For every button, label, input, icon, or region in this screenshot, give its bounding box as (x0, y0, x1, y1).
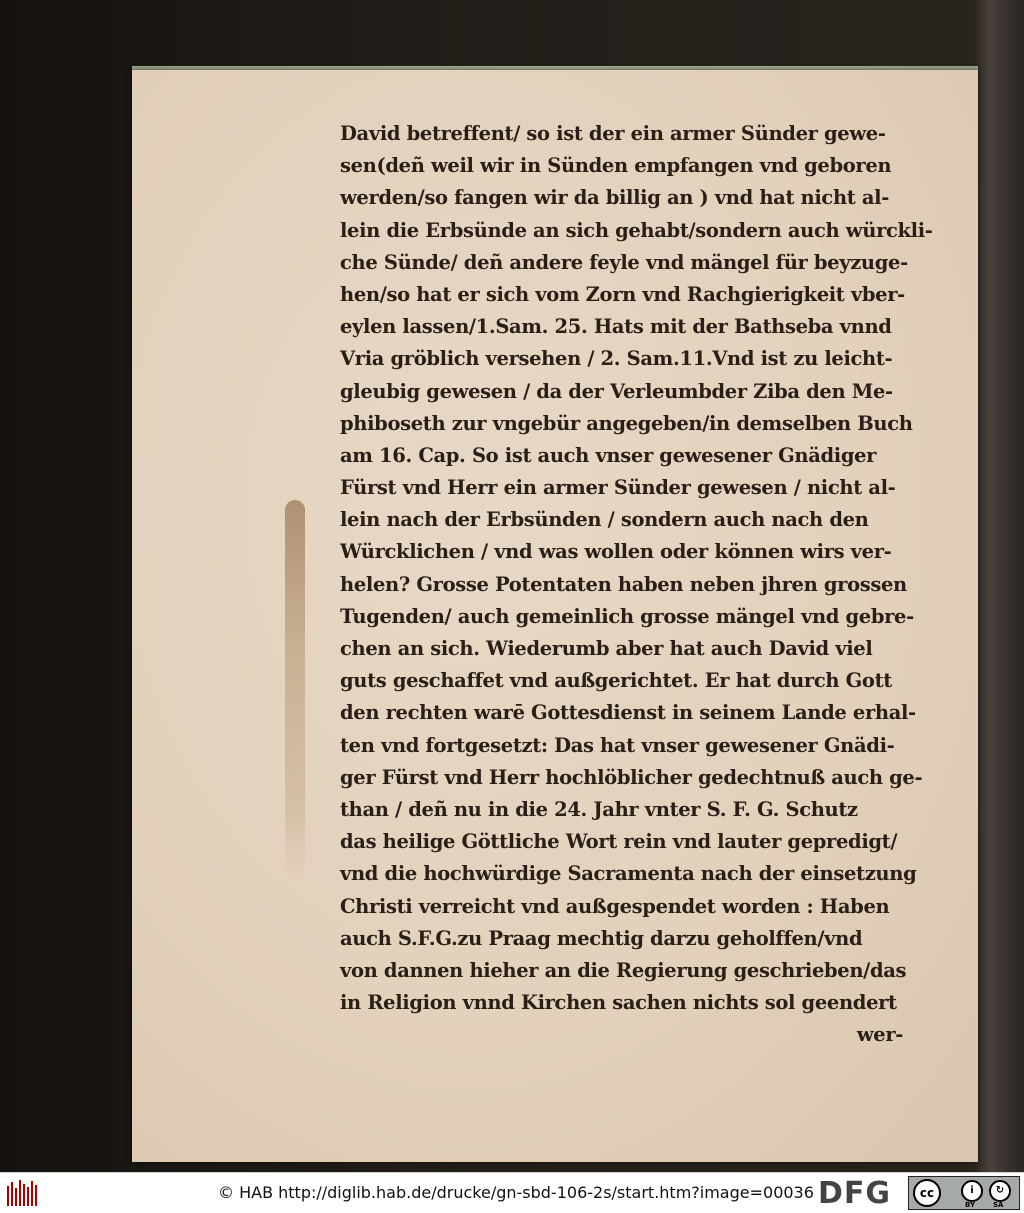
text-line: than / deñ nu in die 24. Jahr vnter S. F. G. Schutz (340, 797, 858, 821)
text-line: David betreffent/ so ist der ein armer Sünder gewe- (340, 122, 886, 145)
text-line: ten vnd fortgesetzt: Das hat vnser gewesener Gnädi- (340, 733, 895, 757)
attribution-link[interactable]: © HAB http://diglib.hab.de/drucke/gn-sbd-106-2s/start.htm?image=00036 (218, 1183, 814, 1202)
text-line: Vria gröblich versehen / 2. Sam.11.Vnd ist zu leicht- (340, 347, 893, 371)
by-label: BY (965, 1201, 976, 1209)
text-line: sen(deñ weil wir in Sünden empfangen vnd geboren (340, 154, 892, 178)
by-icon: i (961, 1180, 983, 1202)
sa-label: SA (993, 1201, 1004, 1209)
text-line: den rechten warē Gottesdienst in seinem Lande erhal- (340, 701, 916, 725)
text-line: phiboseth zur vngebür angegeben/in demselben Buch (340, 411, 913, 435)
text-line: ger Fürst vnd Herr hochlöblicher gedechtnuß auch ge- (340, 765, 923, 789)
footer-bar (0, 1172, 1024, 1213)
text-line: lein die Erbsünde an sich gehabt/sondern auch würckli- (340, 218, 933, 242)
text-line: lein nach der Erbsünden / sondern auch nach den (340, 508, 869, 532)
text-line: gleubig gewesen / da der Verleumbder Ziba den Me- (340, 379, 893, 403)
dfg-logo: DFG (818, 1176, 892, 1211)
adjacent-page-edge (975, 0, 1024, 1172)
text-line: auch S.F.G.zu Praag mechtig darzu geholffen/vnd (340, 926, 863, 950)
paper-stain (285, 500, 305, 880)
text-line: guts geschaffet vnd außgerichtet. Er hat durch Gott (340, 669, 892, 693)
catchword: wer- (856, 1023, 903, 1047)
hab-logo-icon (6, 1178, 40, 1208)
text-line: in Religion vnnd Kirchen sachen nichts sol geendert (340, 991, 897, 1015)
text-line: vnd die hochwürdige Sacramenta nach der einsetzung (340, 862, 917, 886)
text-line: am 16. Cap. So ist auch vnser gewesener Gnädiger (340, 443, 877, 467)
sa-icon: ↻ (989, 1180, 1011, 1202)
text-line: von dannen hieher an die Regierung geschrieben/das (340, 958, 907, 982)
text-line: Tugenden/ auch gemeinlich grosse mängel vnd gebre- (340, 604, 914, 628)
text-line: das heilige Göttliche Wort rein vnd lauter gepredigt/ (340, 830, 898, 854)
cc-license-badge[interactable] (908, 1176, 1020, 1210)
text-line: che Sünde/ deñ andere feyle vnd mängel für beyzuge- (340, 250, 908, 274)
text-line: Fürst vnd Herr ein armer Sünder gewesen / nicht al- (340, 476, 896, 500)
cc-icon: cc (913, 1179, 941, 1207)
text-line: Würcklichen / vnd was wollen oder können wirs ver- (340, 540, 892, 564)
text-line: werden/so fangen wir da billig an ) vnd hat nicht al- (340, 186, 889, 210)
page-text (340, 118, 933, 1051)
text-line: chen an sich. Wiederumb aber hat auch David viel (340, 637, 873, 660)
text-line: Christi verreicht vnd außgespendet worden : Haben (340, 894, 890, 918)
text-line: helen? Grosse Potentaten haben neben jhren grossen (340, 572, 907, 596)
text-line: hen/so hat er sich vom Zorn vnd Rachgierigkeit vber- (340, 282, 905, 306)
text-line: eylen lassen/1.Sam. 25. Hats mit der Bathseba vnnd (340, 315, 892, 339)
